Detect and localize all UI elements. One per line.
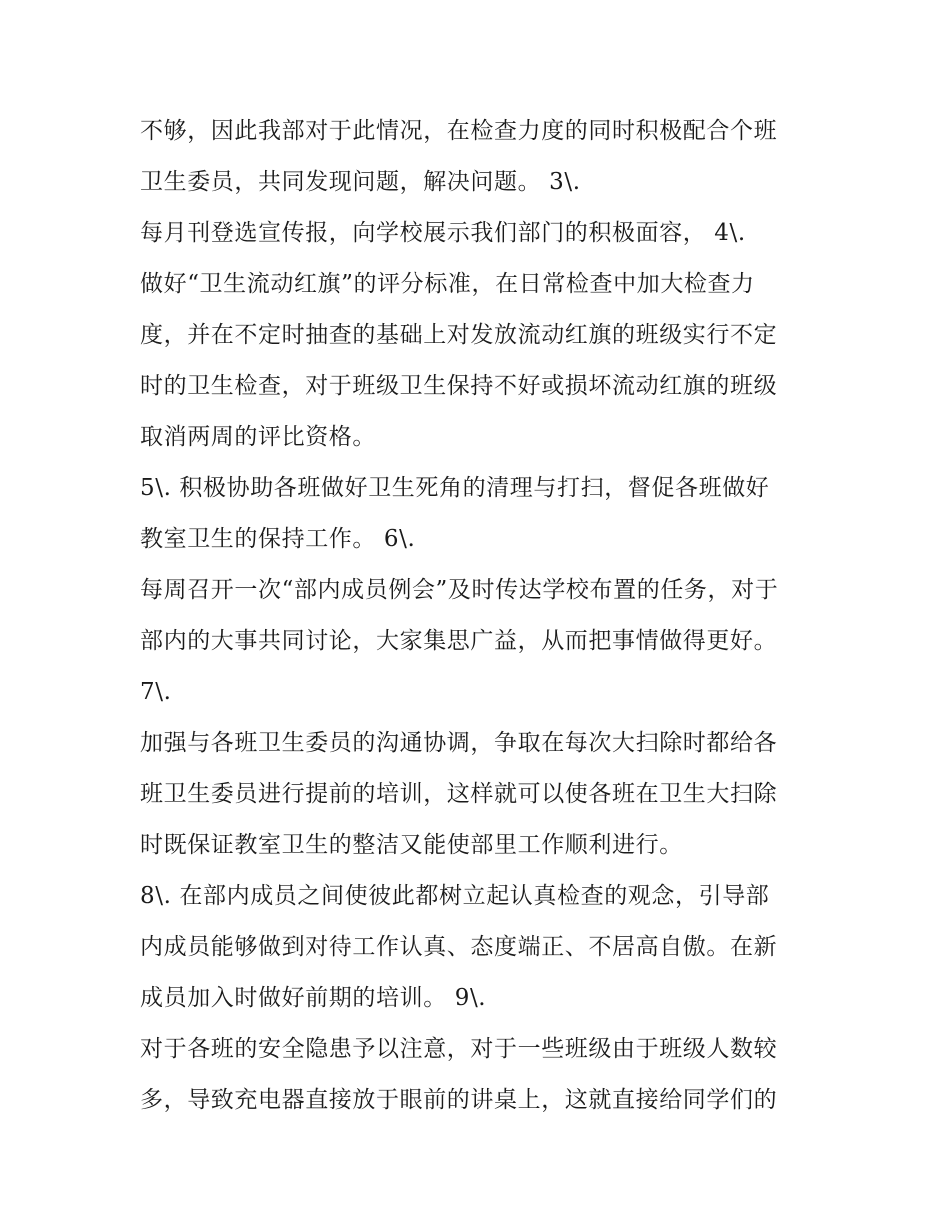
text-line: 加强与各班卫生委员的沟通协调，争取在每次大扫除时都给各: [140, 730, 778, 756]
text-line: 度，并在不定时抽查的基础上对发放流动红旗的班级实行不定: [140, 322, 778, 348]
text-line: 每月刊登选宣传报，向学校展示我们部门的积极面容， 4\.: [140, 220, 746, 246]
text-line: 对于各班的安全隐患予以注意，对于一些班级由于班级人数较: [140, 1036, 778, 1062]
text-line: 教室卫生的保持工作。 6\.: [140, 526, 416, 552]
text-line: 部内的大事共同讨论，大家集思广益，从而把事情做得更好。: [140, 628, 778, 654]
text-line: 时既保证教室卫生的整洁又能使部里工作顺利进行。: [140, 832, 683, 858]
text-line: 不够，因此我部对于此情况，在检查力度的同时积极配合个班: [140, 118, 778, 144]
text-line: 做好“卫生流动红旗”的评分标准，在日常检查中加大检查力: [140, 271, 755, 297]
text-line: 内成员能够做到对待工作认真、态度端正、不居高自傲。在新: [140, 934, 778, 960]
text-line: 多，导致充电器直接放于眼前的讲桌上，这就直接给同学们的: [140, 1087, 778, 1113]
text-line: 卫生委员，共同发现问题，解决问题。 3\.: [140, 169, 581, 195]
text-line: 5\. 积极协助各班做好卫生死角的清理与打扫，督促各班做好: [140, 475, 770, 501]
text-line: 7\.: [140, 679, 172, 705]
document-body: [140, 106, 840, 1126]
text-line: 班卫生委员进行提前的培训，这样就可以使各班在卫生大扫除: [140, 781, 778, 807]
text-line: 时的卫生检查，对于班级卫生保持不好或损坏流动红旗的班级: [140, 373, 778, 399]
text-line: 成员加入时做好前期的培训。 9\.: [140, 985, 487, 1011]
text-line: 8\. 在部内成员之间使彼此都树立起认真检查的观念，引导部: [140, 883, 770, 909]
text-line: 每周召开一次“部内成员例会”及时传达学校布置的任务，对于: [140, 577, 779, 603]
text-line: 取消两周的评比资格。: [140, 424, 376, 450]
